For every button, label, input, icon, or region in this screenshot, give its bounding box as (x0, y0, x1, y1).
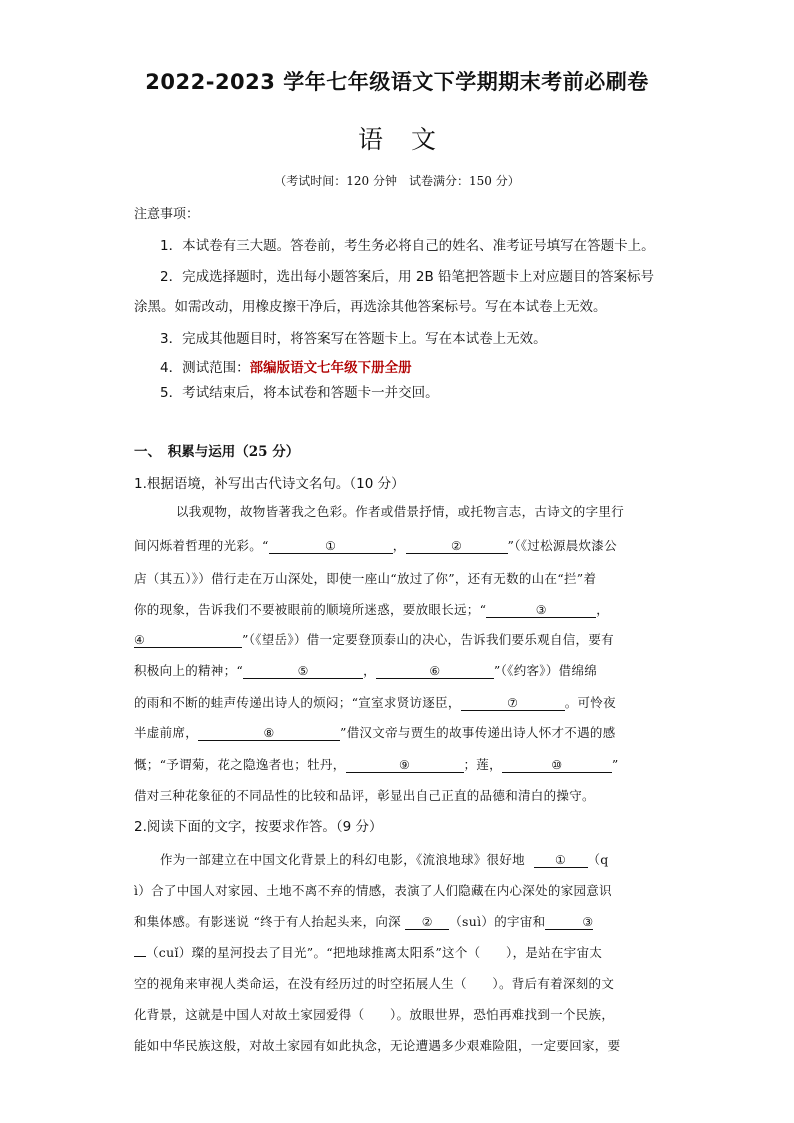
q2-text: 和集体感。有影迷说 “终于有人抬起头来，向深 (134, 914, 401, 929)
q1-text: ”借汉文帝与贾生的故事传递出诗人怀才不遇的感 (340, 725, 616, 740)
q1-text: 你的现象，告诉我们不要被眼前的顺境所迷惑，要放眼长远；“ (134, 602, 487, 617)
q2-text: 作为一部建立在中国文化背景上的科幻电影，《流浪地球》很好地 (160, 852, 525, 867)
q1-text: ”（《过松源晨炊漆公 (507, 538, 617, 553)
q1-text: ， (363, 663, 376, 678)
q1-line-8 (134, 723, 664, 741)
q2-text: （cuǐ）璨的星河投去了目光”。“把地球推离太阳系”这个（ ），是站在宇宙太 (146, 945, 603, 960)
note-4-label: 4．测试范围： (160, 360, 250, 376)
q2-text: （q (587, 852, 609, 867)
test-range: 部编版语文七年级下册全册 (249, 360, 412, 376)
q1-text: ， (392, 538, 406, 553)
q2-line-3 (134, 912, 664, 930)
q1-text: 的雨和不断的蛙声传递出诗人的烦闷；“宣室求贤访逐臣， (134, 695, 461, 710)
answer-blank-7[interactable]: ⑦ (461, 696, 565, 711)
q1-text: ”（《望岳》）借一定要登顶泰山的决心，告诉我们要乐观自信，要有 (242, 632, 614, 647)
answer-blank-9[interactable]: ⑨ (346, 758, 464, 773)
q1-text: 间闪烁着哲理的光彩。“ (134, 538, 269, 553)
answer-blank-8[interactable]: ⑧ (198, 726, 340, 741)
q1-text: ；莲， (463, 757, 502, 772)
q1-line-7 (134, 693, 664, 711)
answer-blank-1[interactable]: ① (269, 539, 393, 554)
note-2: 2．完成选择题时，选出每小题答案后，用 2B 铅笔把答题卡上对应题目的答案标号 (160, 269, 655, 285)
q2-line-1 (160, 850, 690, 868)
q1-line-1: 以我观物，故物皆著我之色彩。作者或借景抒情，或托物言志，古诗文的字里行 (176, 504, 625, 519)
q2-line-6: 化背景，这就是中国人对故土家园爱得（ ）。放眼世界，恐怕再难找到一个民族， (134, 1007, 615, 1022)
answer-blank-4[interactable]: ④ (134, 633, 242, 648)
q1-line-10: 借对三种花象征的不同品性的比较和品评，彰显出自己正直的品德和清白的操守。 (134, 788, 595, 803)
answer-blank-3[interactable]: ③ (486, 603, 596, 618)
q1-text: ， (596, 602, 610, 617)
q2-text: （suì）的宇宙和 (449, 914, 546, 929)
q1-line-4 (134, 600, 664, 618)
q1-line-3: 店（其五）》）借行走在万山深处，即使一座山“放过了你”，还有无数的山在“拦”着 (134, 571, 597, 586)
answer-blank-5[interactable]: ⑤ (243, 664, 363, 679)
answer-blank-2[interactable]: ② (406, 539, 508, 554)
q1-text: 积极向上的精神；“ (134, 663, 244, 678)
answer-blank-q2-3-cont[interactable] (134, 956, 146, 957)
q2-line-7: 能如中华民族这般，对故土家园有如此执念，无论遭遇多少艰难险阻，一定要回家，要 (134, 1038, 621, 1053)
answer-blank-q2-2[interactable]: ② (405, 915, 449, 930)
q1-text: 半虚前席， (134, 725, 199, 740)
answer-blank-q2-3[interactable]: ③ (545, 915, 593, 930)
note-2-cont: 涂黑。如需改动，用橡皮擦干净后，再选涂其他答案标号。写在本试卷上无效。 (134, 299, 607, 315)
question-1-stem: 1.根据语境，补写出古代诗文名句。（10 分） (134, 476, 405, 492)
q1-line-9 (134, 755, 664, 773)
q1-line-2 (134, 536, 664, 554)
q1-text: 。可怜夜 (564, 695, 616, 710)
exam-time-info: （考试时间：120 分钟 试卷满分：150 分） (274, 174, 520, 188)
section-heading: 一、 积累与运用（25 分） (134, 444, 300, 460)
note-1: 1．本试卷有三大题。答卷前，考生务必将自己的姓名、准考证号填写在答题卡上。 (160, 238, 655, 254)
q1-line-5 (134, 630, 664, 648)
answer-blank-6[interactable]: ⑥ (376, 664, 494, 679)
q2-line-5: 空的视角来审视人类命运，在没有经历过的时空拓展人生（ ）。背后有着深刻的文 (134, 976, 615, 991)
answer-blank-10[interactable]: ⑩ (502, 758, 612, 773)
note-5: 5．考试结束后，将本试卷和答题卡一并交回。 (160, 385, 439, 401)
note-3: 3．完成其他题目时，将答案写在答题卡上。写在本试卷上无效。 (160, 331, 547, 347)
q1-text: ”（《约客》）借绵绵 (493, 663, 598, 678)
q2-line-4 (134, 943, 664, 961)
notes-heading: 注意事项： (134, 207, 200, 222)
subject-char-2: 文 (411, 125, 437, 154)
note-4 (160, 356, 412, 376)
subject-heading (0, 120, 794, 156)
q2-line-2: ì）合了中国人对家园、土地不离不弃的情感，表演了人们隐藏在内心深处的家园意识 (134, 883, 612, 898)
question-2-stem: 2.阅读下面的文字，按要求作答。（9 分） (134, 819, 383, 835)
subject-char-1: 语 (357, 125, 383, 154)
answer-blank-q2-1[interactable]: ① (534, 853, 588, 868)
exam-title: 2022-2023 学年七年级语文下学期期末考前必刷卷 (145, 70, 649, 94)
q1-text: 慨；“予谓菊，花之隐逸者也；牡丹， (134, 757, 346, 772)
q1-text: ” (611, 757, 619, 772)
q1-line-6 (134, 661, 664, 679)
